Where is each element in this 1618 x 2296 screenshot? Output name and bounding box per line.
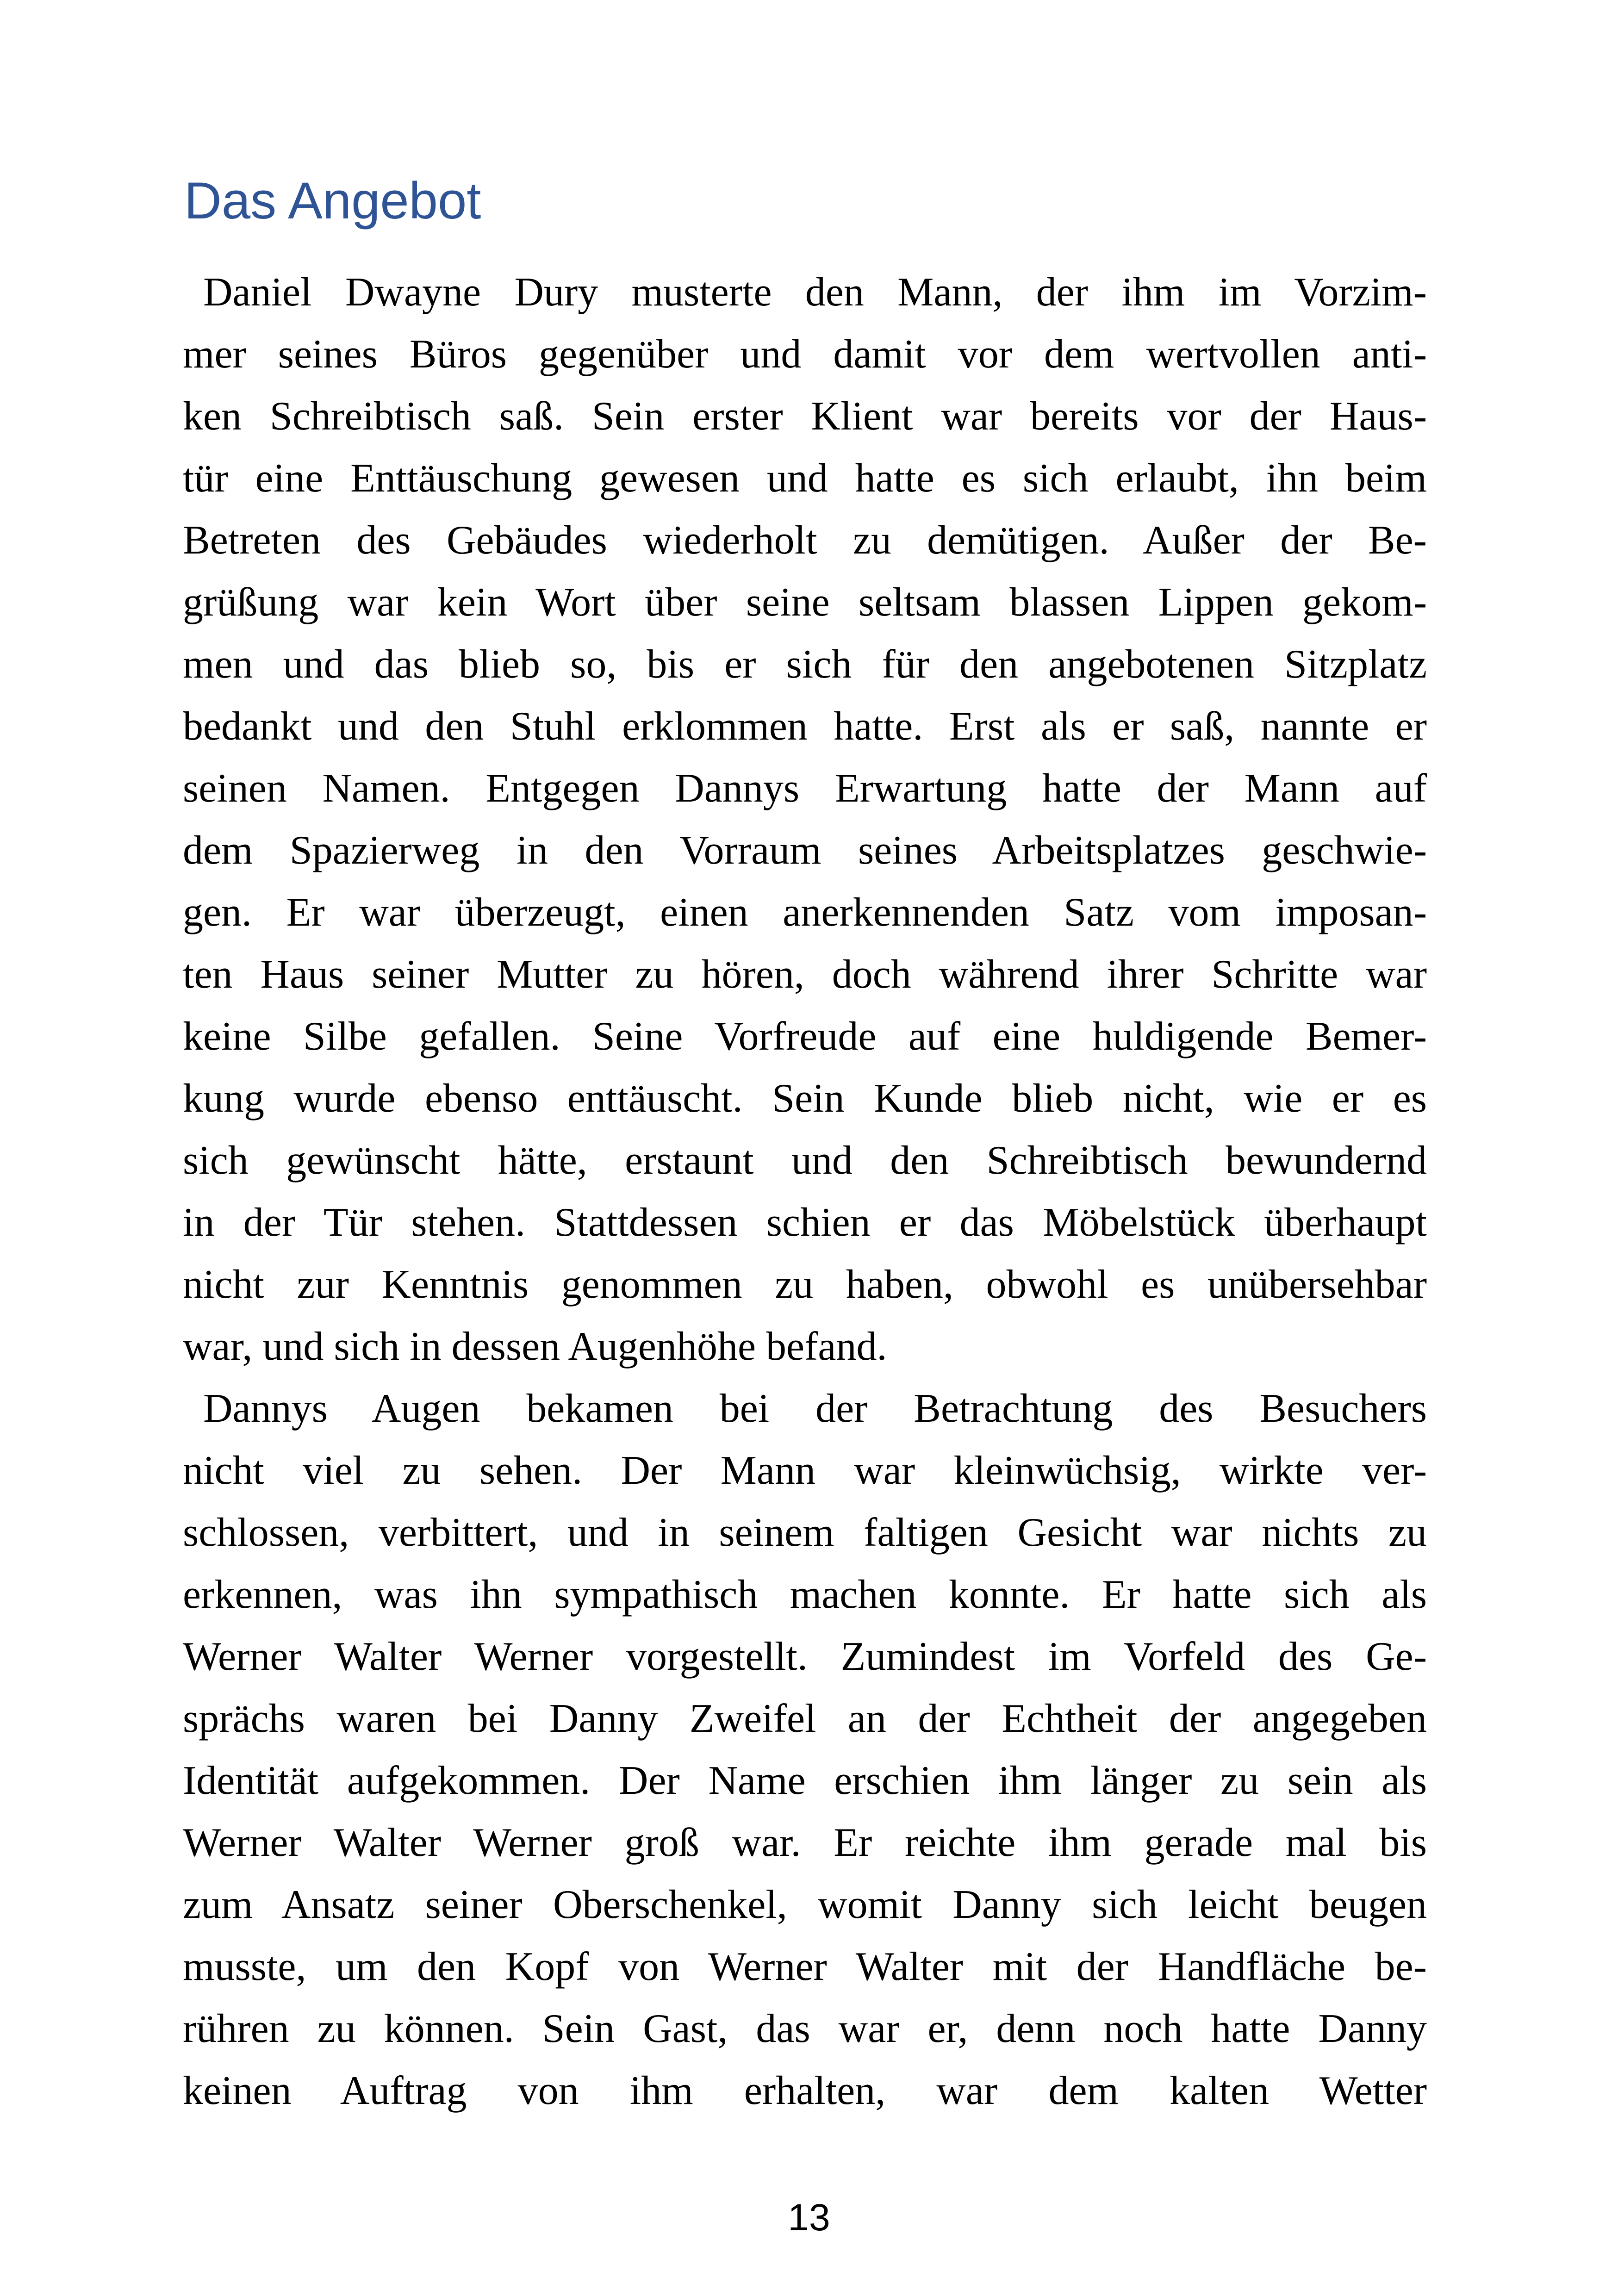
- text-line: Betreten des Gebäudes wiederholt zu demütigen. Außer der Be-: [183, 518, 1427, 563]
- body-text: [183, 261, 1427, 2122]
- text-line: schlossen, verbittert, und in seinem faltigen Gesicht war nichts zu: [183, 1510, 1427, 1555]
- text-line: musste, um den Kopf von Werner Walter mit der Handfläche be-: [183, 1944, 1427, 1989]
- text-line: sprächs waren bei Danny Zweifel an der Echtheit der angegeben: [183, 1696, 1427, 1741]
- text-line: Daniel Dwayne Dury musterte den Mann, der ihm im Vorzim-: [203, 270, 1427, 315]
- text-line: rühren zu können. Sein Gast, das war er, denn noch hatte Danny: [183, 2006, 1427, 2051]
- page-number: 13: [788, 2196, 830, 2239]
- text-line: nicht zur Kenntnis genommen zu haben, obwohl es unübersehbar: [183, 1262, 1427, 1307]
- text-line: sich gewünscht hätte, erstaunt und den Schreibtisch bewundernd: [183, 1138, 1427, 1183]
- text-line: dem Spazierweg in den Vorraum seines Arbeitsplatzes geschwie-: [183, 828, 1427, 873]
- text-line: kung wurde ebenso enttäuscht. Sein Kunde blieb nicht, wie er es: [183, 1076, 1427, 1121]
- text-line: Dannys Augen bekamen bei der Betrachtung des Besuchers: [203, 1386, 1427, 1431]
- text-line: grüßung war kein Wort über seine seltsam blassen Lippen gekom-: [183, 580, 1427, 625]
- text-line: bedankt und den Stuhl erklommen hatte. Erst als er saß, nannte er: [183, 704, 1427, 749]
- text-line: in der Tür stehen. Stattdessen schien er das Möbelstück überhaupt: [183, 1200, 1427, 1245]
- text-line: nicht viel zu sehen. Der Mann war kleinwüchsig, wirkte ver-: [183, 1448, 1427, 1493]
- text-line: Identität aufgekommen. Der Name erschien ihm länger zu sein als: [183, 1758, 1427, 1803]
- text-line: zum Ansatz seiner Oberschenkel, womit Danny sich leicht beugen: [183, 1882, 1427, 1927]
- paragraph-2: [183, 1378, 1427, 2122]
- text-line: ten Haus seiner Mutter zu hören, doch während ihrer Schritte war: [183, 952, 1427, 997]
- text-line: war, und sich in dessen Augenhöhe befand.: [183, 1324, 887, 1369]
- text-line: Werner Walter Werner vorgestellt. Zumindest im Vorfeld des Ge-: [183, 1634, 1427, 1679]
- text-line: Werner Walter Werner groß war. Er reichte ihm gerade mal bis: [183, 1820, 1427, 1865]
- text-line: keine Silbe gefallen. Seine Vorfreude auf eine huldigende Bemer-: [183, 1014, 1427, 1059]
- chapter-heading: Das Angebot: [184, 172, 481, 230]
- text-line: seinen Namen. Entgegen Dannys Erwartung hatte der Mann auf: [183, 766, 1427, 811]
- text-line: men und das blieb so, bis er sich für den angebotenen Sitzplatz: [183, 642, 1427, 687]
- text-line: ken Schreibtisch saß. Sein erster Klient war bereits vor der Haus-: [183, 394, 1427, 439]
- text-line: erkennen, was ihn sympathisch machen konnte. Er hatte sich als: [183, 1572, 1427, 1617]
- text-line: gen. Er war überzeugt, einen anerkennenden Satz vom imposan-: [183, 890, 1427, 935]
- paragraph-1: [183, 261, 1427, 1378]
- text-line: mer seines Büros gegenüber und damit vor dem wertvollen anti-: [183, 332, 1427, 377]
- text-line: keinen Auftrag von ihm erhalten, war dem kalten Wetter: [183, 2068, 1427, 2113]
- text-line: tür eine Enttäuschung gewesen und hatte es sich erlaubt, ihn beim: [183, 456, 1427, 501]
